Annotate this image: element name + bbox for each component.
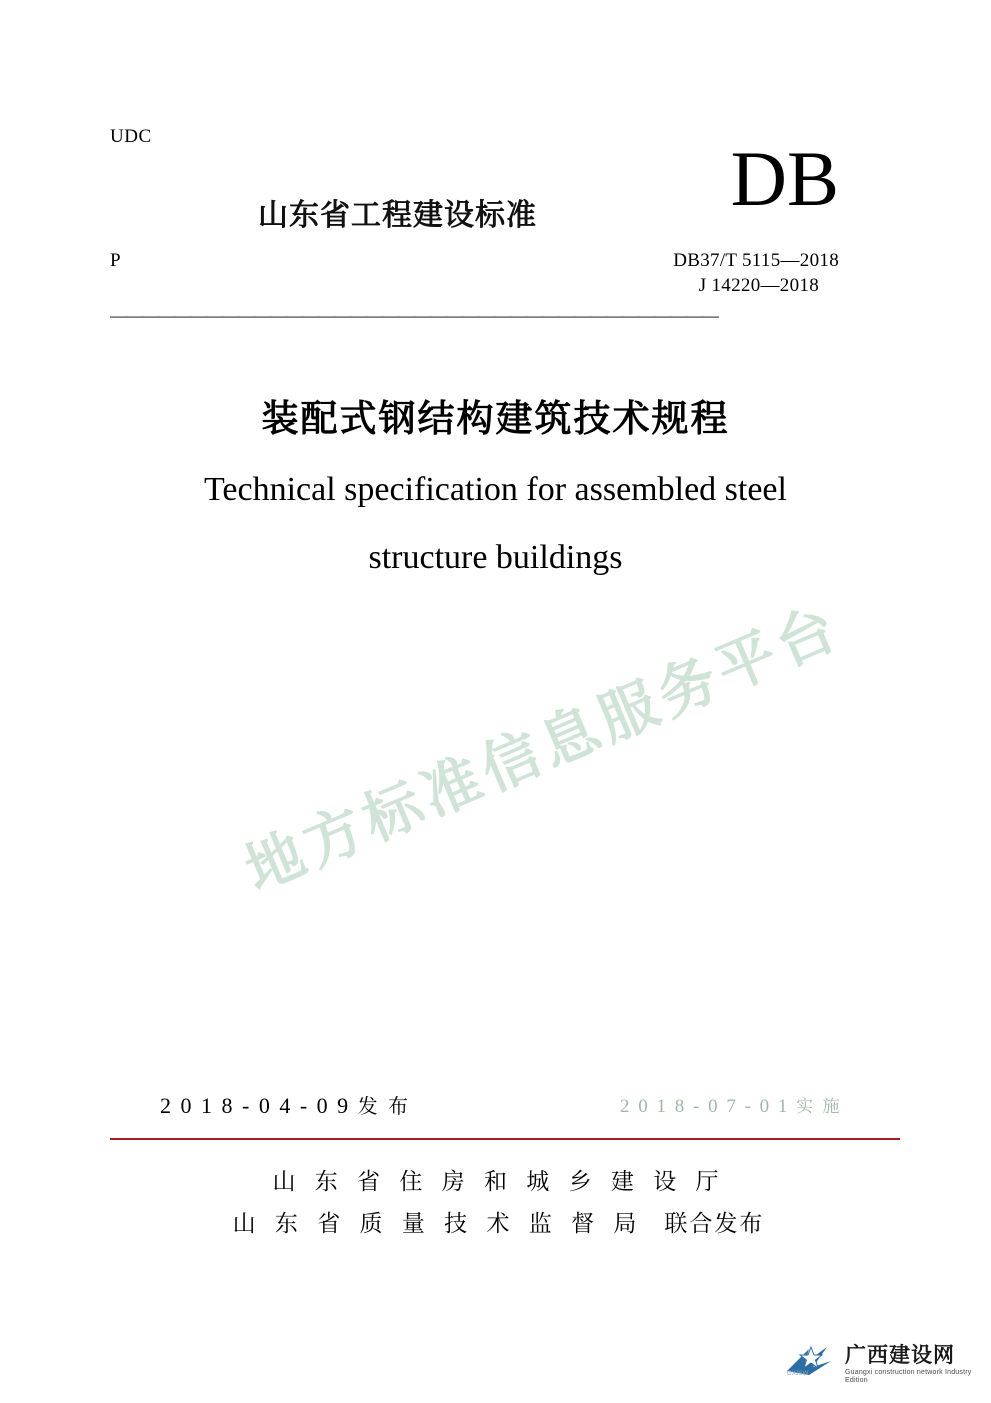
corner-logo <box>783 1337 979 1391</box>
corner-logo-text <box>845 1343 979 1385</box>
issue-date-value: 2 0 1 8 - 0 4 - 0 9 <box>160 1093 351 1118</box>
standard-series-title: 山东省工程建设标准 <box>258 198 537 233</box>
title-english-line2: structure buildings <box>368 539 623 576</box>
watermark-text: 地方标准信息服务平台 <box>235 591 851 905</box>
star-icon <box>783 1341 843 1387</box>
corner-logo-chinese: 广西建设网 <box>845 1342 955 1367</box>
title-chinese: 装配式钢结构建筑技术规程 <box>261 397 730 440</box>
effective-date-label: 实 施 <box>796 1097 842 1117</box>
standard-code-secondary: J 14220—2018 <box>698 275 819 296</box>
issue-date <box>160 1090 410 1119</box>
title-english <box>120 456 871 592</box>
standard-code-primary: DB37/T 5115—2018 <box>673 250 839 271</box>
logo-mark-text: GXJSW <box>787 1371 809 1377</box>
publisher-line-1: 山 东 省 住 房 和 城 乡 建 设 厅 <box>272 1169 725 1195</box>
p-classification-mark: P <box>110 250 121 271</box>
effective-date-value: 2 0 1 8 - 0 7 - 0 1 <box>620 1096 790 1117</box>
publisher-line-2-name: 山 东 省 质 量 技 术 监 督 局 <box>232 1211 643 1237</box>
publisher-line-2 <box>0 1205 991 1238</box>
corner-logo-english: Guangxi construction network Industry Edition <box>845 1369 972 1385</box>
effective-date <box>620 1092 842 1118</box>
red-divider <box>110 1138 900 1140</box>
issue-date-label: 发 布 <box>357 1094 411 1118</box>
udc-label: UDC <box>110 126 152 147</box>
joint-issue-label: 联合发布 <box>664 1211 765 1237</box>
db-logo: DB <box>730 135 839 222</box>
title-english-line1: Technical specification for assembled steel <box>204 471 787 508</box>
header-divider: —————————————————————————————————————— <box>110 306 718 325</box>
